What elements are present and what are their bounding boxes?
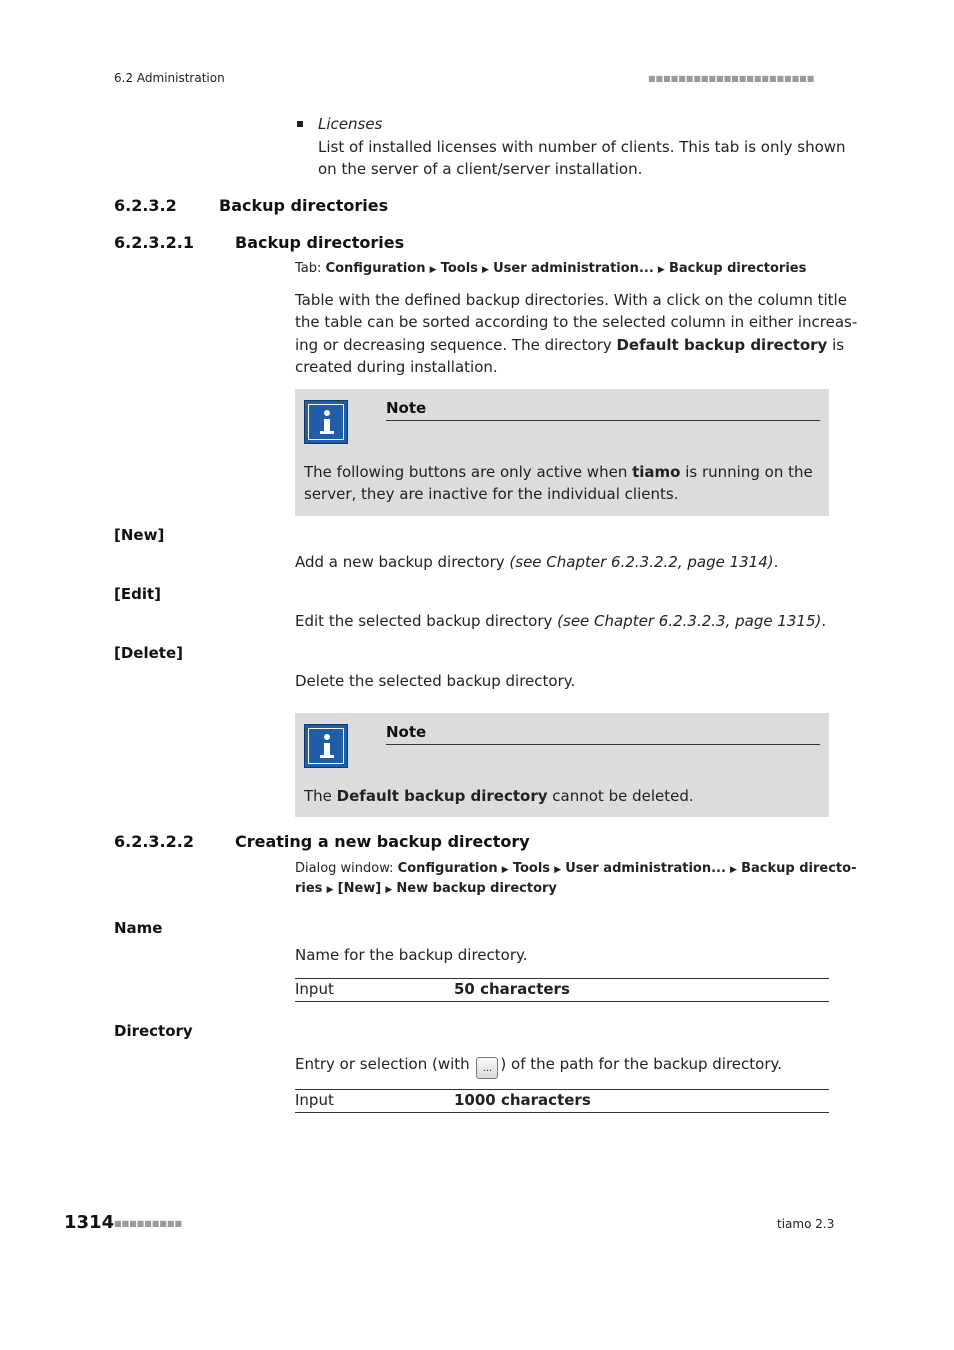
subsection-title: Creating a new backup directory bbox=[235, 832, 530, 851]
desc-new: Add a new backup directory (see Chapter 6.2.3.2.2, page 1314). bbox=[295, 553, 779, 571]
section-number: 6.2.3.2 bbox=[114, 196, 177, 215]
intro-line-4: created during installation. bbox=[295, 358, 498, 376]
crumb-item: User administration... bbox=[493, 261, 654, 276]
spec-value: 50 characters bbox=[454, 980, 570, 998]
running-header: 6.2 Administration bbox=[114, 71, 225, 85]
term-edit: [Edit] bbox=[114, 585, 162, 603]
tab-breadcrumb bbox=[295, 261, 806, 276]
chapter-link[interactable]: (see Chapter 6.2.3.2.3, page 1315) bbox=[557, 612, 822, 630]
note-divider bbox=[386, 420, 820, 421]
note-box bbox=[295, 389, 829, 516]
note-title: Note bbox=[386, 723, 427, 741]
spec-key: Input bbox=[295, 980, 334, 998]
info-icon bbox=[304, 724, 348, 768]
bullet-marker bbox=[297, 121, 303, 127]
input-spec-table bbox=[295, 1089, 829, 1113]
subsection-number: 6.2.3.2.2 bbox=[114, 832, 194, 851]
note-text: The Default backup directory cannot be deleted. bbox=[304, 787, 694, 805]
crumb-arrow-icon: ▶ bbox=[730, 865, 737, 875]
crumb-item: Tools bbox=[440, 261, 478, 276]
intro-line-2: the table can be sorted according to the selected column in either increas- bbox=[295, 313, 858, 331]
term-directory: Directory bbox=[114, 1022, 193, 1040]
note-title: Note bbox=[386, 399, 427, 417]
crumb-arrow-icon: ▶ bbox=[657, 265, 665, 275]
desc-name: Name for the backup directory. bbox=[295, 946, 528, 964]
desc-edit: Edit the selected backup directory (see Chapter 6.2.3.2.3, page 1315). bbox=[295, 612, 827, 630]
info-icon bbox=[304, 400, 348, 444]
page-number: 1314 bbox=[64, 1212, 115, 1233]
crumb-arrow-icon: ▶ bbox=[501, 865, 509, 875]
section-title: Backup directories bbox=[219, 196, 389, 215]
crumb-arrow-icon: ▶ bbox=[385, 885, 393, 895]
desc-directory: Entry or selection (with ... ) of the path for the backup directory. bbox=[295, 1055, 782, 1079]
input-spec-table bbox=[295, 978, 829, 1002]
intro-line-3: ing or decreasing sequence. The directory Default backup directory is bbox=[295, 336, 845, 354]
crumb-prefix: Tab: bbox=[295, 261, 322, 276]
spec-key: Input bbox=[295, 1091, 334, 1109]
term-new: [New] bbox=[114, 526, 165, 544]
dialog-breadcrumb-line-1: Dialog window: Configuration ▶ Tools ▶ User administration... ▶ Backup directo- bbox=[295, 861, 857, 876]
term-name: Name bbox=[114, 919, 163, 937]
crumb-arrow-icon: ▶ bbox=[554, 865, 562, 875]
crumb-arrow-icon: ▶ bbox=[429, 265, 437, 275]
browse-button-icon: ... bbox=[476, 1057, 498, 1079]
note-divider bbox=[386, 744, 820, 745]
licenses-title: Licenses bbox=[318, 115, 383, 133]
footer-decoration: ■■■■■■■■■ bbox=[114, 1219, 183, 1228]
intro-line-1: Table with the defined backup directories. With a click on the column title bbox=[295, 291, 847, 309]
licenses-text-1: List of installed licenses with number of clients. This tab is only shown bbox=[318, 138, 846, 156]
note-text-1: The following buttons are only active when tiamo is running on the bbox=[304, 463, 813, 481]
desc-delete: Delete the selected backup directory. bbox=[295, 672, 576, 690]
spec-value: 1000 characters bbox=[454, 1091, 591, 1109]
product-version: tiamo 2.3 bbox=[777, 1217, 835, 1231]
subsection-title: Backup directories bbox=[235, 233, 405, 252]
subsection-number: 6.2.3.2.1 bbox=[114, 233, 194, 252]
crumb-arrow-icon: ▶ bbox=[326, 885, 334, 895]
note-text-2: server, they are inactive for the individual clients. bbox=[304, 485, 679, 503]
note-box bbox=[295, 713, 829, 817]
crumb-arrow-icon: ▶ bbox=[482, 265, 489, 275]
dialog-breadcrumb-line-2: ries ▶ [New] ▶ New backup directory bbox=[295, 881, 557, 896]
crumb-item: Configuration bbox=[325, 261, 426, 276]
licenses-text-2: on the server of a client/server installation. bbox=[318, 160, 643, 178]
header-decoration: ■■■■■■■■■■■■■■■■■■■■■■ bbox=[648, 74, 815, 83]
chapter-link[interactable]: (see Chapter 6.2.3.2.2, page 1314) bbox=[509, 553, 774, 571]
term-delete: [Delete] bbox=[114, 644, 183, 662]
crumb-item: Backup directories bbox=[668, 261, 807, 276]
